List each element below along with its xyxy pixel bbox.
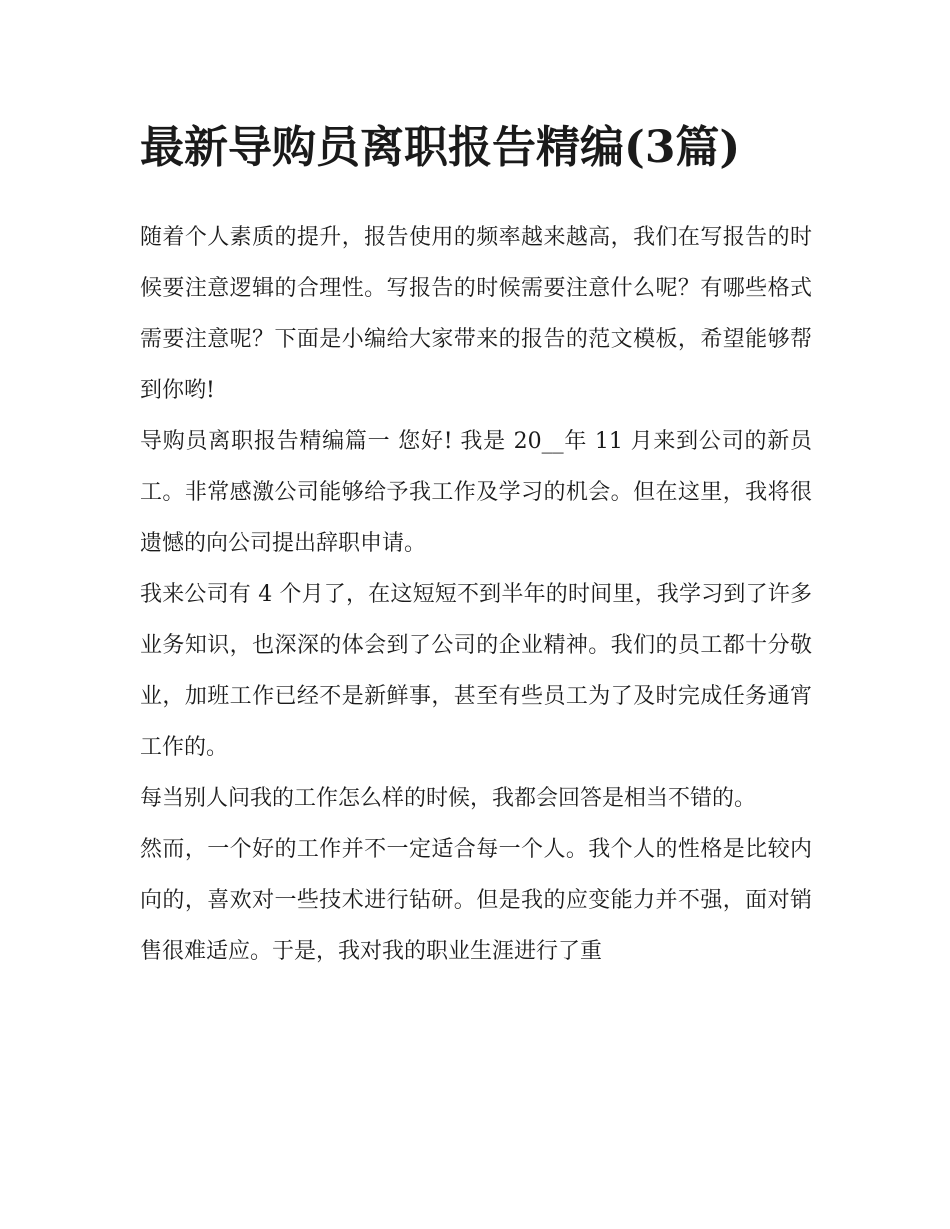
document-title: 最新导购员离职报告精编(3篇) xyxy=(140,122,741,173)
paragraph-personality: 然而，一个好的工作并不一定适合每一个人。我个人的性格是比较内向的，喜欢对一些技术进行钻研。但是我的应变能力并不强，面对销售很难适应。于是，我对我的职业生涯进行了重 xyxy=(140,837,812,964)
document-page xyxy=(140,108,812,977)
paragraph-section-one: 导购员离职报告精编篇一 您好! 我是 20__年 11 月来到公司的新员工。非常感激公司能够给予我工作及学习的机会。但在这里，我将很遗憾的向公司提出辞职申请。 xyxy=(140,429,812,556)
paragraph-opinion: 每当别人问我的工作怎么样的时候，我都会回答是相当不错的。 xyxy=(140,786,757,811)
paragraph-intro: 随着个人素质的提升，报告使用的频率越来越高，我们在写报告的时候要注意逻辑的合理性。写报告的时候需要注意什么呢？有哪些格式需要注意呢？下面是小编给大家带来的报告的范文模板，希望能够帮到你哟! xyxy=(140,225,812,403)
paragraph-experience: 我来公司有 4 个月了，在这短短不到半年的时间里，我学习到了许多业务知识，也深深的体会到了公司的企业精神。我们的员工都十分敬业，加班工作已经不是新鲜事，甚至有些员工为了及时完成任务通宵工作的。 xyxy=(140,582,812,760)
